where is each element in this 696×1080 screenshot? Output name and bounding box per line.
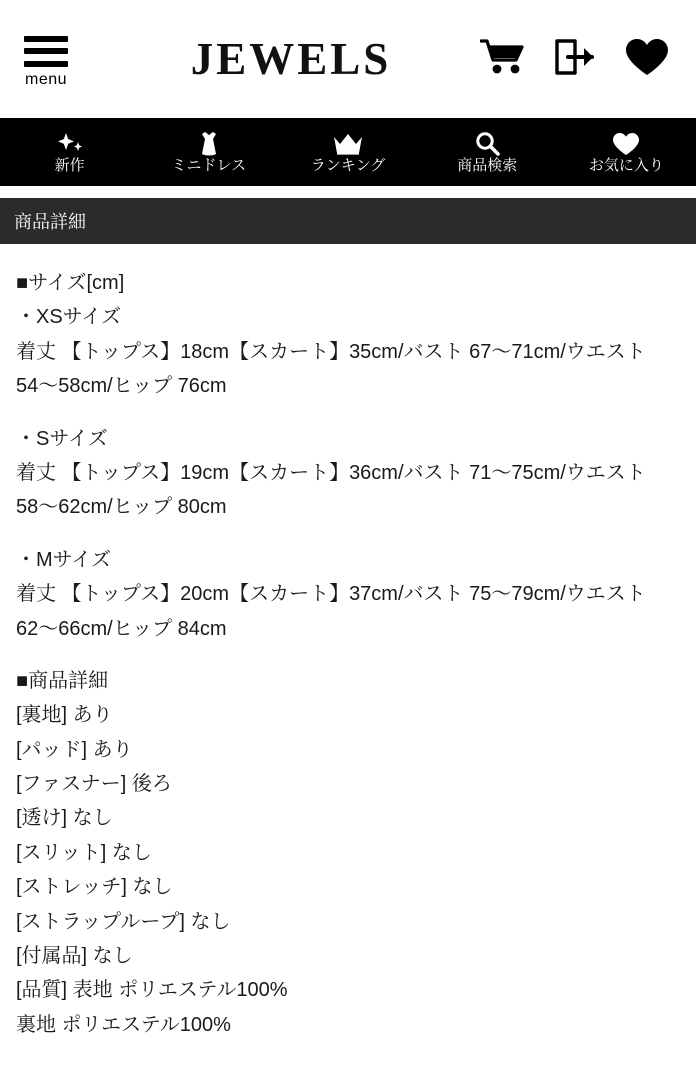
sparkle-icon — [55, 132, 85, 156]
section-title-product-detail — [0, 198, 696, 244]
detail-line: 裏地 ポリエステル100% — [16, 1013, 231, 1036]
search-icon — [474, 132, 500, 156]
text-blank-line — [16, 525, 680, 543]
product-detail-text — [0, 244, 696, 1042]
nav-label-mini-dress: ミニドレス — [171, 156, 247, 174]
menu-button[interactable] — [0, 30, 92, 89]
detail-line: [品質] 表地 ポリエステル100% — [16, 979, 288, 1002]
section-title-label: 商品詳細 — [14, 211, 86, 232]
detail-line: 着丈 【トップス】18cm【スカート】35cm/バスト 67〜71cm/ウエスト 54〜58cm/ヒップ 76cm — [16, 340, 646, 398]
hamburger-icon — [24, 36, 68, 67]
detail-line: ・XSサイズ — [16, 306, 122, 329]
login-icon[interactable] — [554, 38, 596, 81]
text-blank-line — [16, 404, 680, 422]
nav-item-favorites[interactable] — [557, 118, 696, 186]
nav-label-ranking: ランキング — [310, 156, 386, 174]
nav-label-new-arrivals: 新作 — [54, 156, 85, 174]
category-navbar — [0, 118, 696, 186]
nav-item-search[interactable] — [418, 118, 557, 186]
detail-line: [ストレッチ] なし — [16, 876, 173, 899]
menu-button-label: menu — [24, 70, 68, 88]
detail-line: ・Mサイズ — [16, 548, 112, 571]
spacer — [0, 186, 696, 198]
nav-item-mini-dress[interactable] — [139, 118, 278, 186]
detail-line: 着丈 【トップス】19cm【スカート】36cm/バスト 71〜75cm/ウエスト 58〜62cm/ヒップ 80cm — [16, 461, 646, 519]
nav-label-search: 商品検索 — [457, 156, 518, 174]
heart-icon — [612, 132, 640, 156]
nav-label-favorites: お気に入り — [588, 156, 664, 174]
heart-icon[interactable] — [624, 37, 670, 82]
crown-icon — [332, 132, 364, 156]
text-blank-line — [16, 646, 680, 664]
nav-item-ranking[interactable] — [278, 118, 417, 186]
header-icon-group — [480, 37, 696, 82]
detail-line: ・Sサイズ — [16, 427, 108, 450]
detail-line: ■商品詳細 — [16, 669, 109, 692]
detail-line: 着丈 【トップス】20cm【スカート】37cm/バスト 75〜79cm/ウエスト 62〜66cm/ヒップ 84cm — [16, 583, 646, 640]
dress-icon — [197, 132, 221, 156]
detail-line: [パッド] あり — [16, 738, 133, 761]
detail-line: [ストラップループ] なし — [16, 910, 231, 933]
cart-icon[interactable] — [480, 38, 526, 81]
nav-item-new-arrivals[interactable] — [0, 118, 139, 186]
detail-line: [スリット] なし — [16, 841, 152, 864]
detail-line: [ファスナー] 後ろ — [16, 773, 172, 796]
detail-line: [裏地] あり — [16, 704, 113, 727]
detail-line: [透け] なし — [16, 807, 113, 830]
site-header — [0, 0, 696, 118]
detail-line: ■サイズ[cm] — [16, 272, 125, 294]
site-logo[interactable]: JEWELS — [190, 34, 392, 84]
detail-line: [付属品] なし — [16, 945, 133, 968]
